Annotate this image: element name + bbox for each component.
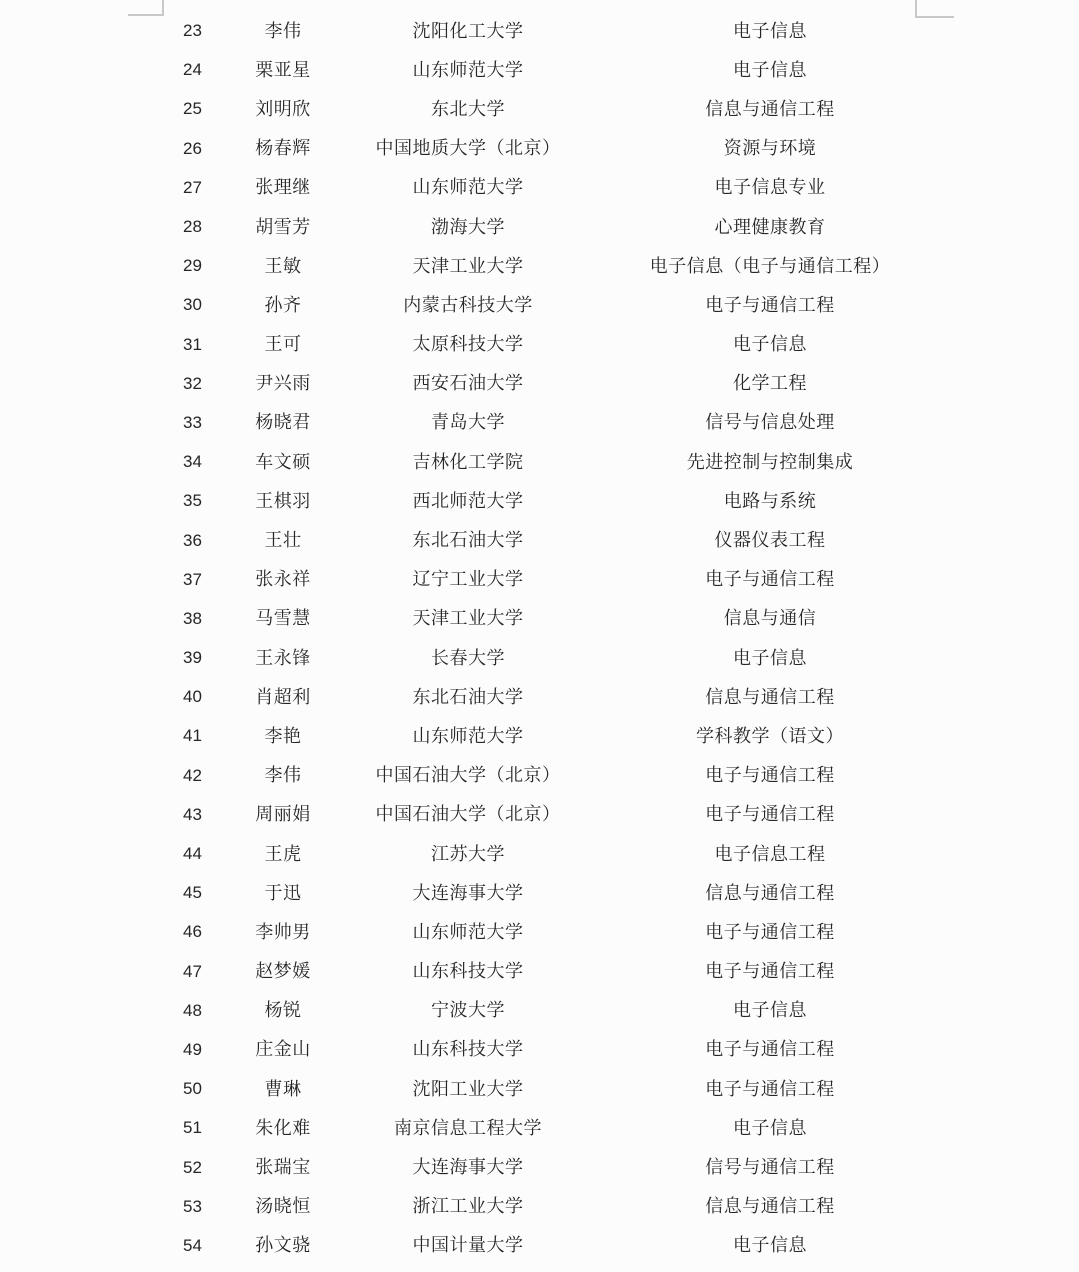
university-name-cell: 山东科技大学	[412, 961, 524, 982]
student-name-cell: 张永祥	[255, 569, 311, 590]
student-name-cell: 庄金山	[255, 1039, 311, 1060]
row-number-cell: 35	[183, 491, 202, 511]
university-name-cell: 山东科技大学	[412, 1039, 524, 1060]
table-row	[0, 129, 1079, 168]
major-name-cell: 信息与通信工程	[705, 686, 835, 707]
student-name-cell: 刘明欣	[255, 98, 311, 119]
table-row	[0, 834, 1079, 873]
table-row	[0, 952, 1079, 991]
table-row	[0, 1187, 1079, 1226]
university-name-cell: 江苏大学	[431, 843, 505, 864]
student-name-cell: 车文硕	[255, 451, 311, 472]
table-row	[0, 873, 1079, 912]
row-number-cell: 34	[183, 452, 202, 472]
student-name-cell: 汤晓恒	[255, 1196, 311, 1217]
university-name-cell: 山东师范大学	[412, 59, 524, 80]
row-number-cell: 29	[183, 256, 202, 276]
table-row	[0, 1030, 1079, 1069]
university-name-cell: 东北石油大学	[412, 530, 524, 551]
row-number-cell: 30	[183, 295, 202, 315]
university-name-cell: 天津工业大学	[412, 255, 524, 276]
university-name-cell: 沈阳工业大学	[412, 1078, 524, 1099]
university-name-cell: 青岛大学	[431, 412, 505, 433]
row-number-cell: 53	[183, 1196, 202, 1216]
row-number-cell: 51	[183, 1118, 202, 1138]
student-name-cell: 马雪慧	[255, 608, 311, 629]
student-name-cell: 张理继	[255, 177, 311, 198]
student-name-cell: 李伟	[264, 765, 302, 786]
row-number-cell: 40	[183, 687, 202, 707]
table-row	[0, 1226, 1079, 1265]
table-row	[0, 756, 1079, 795]
major-name-cell: 电子与通信工程	[705, 765, 835, 786]
major-name-cell: 电子信息	[733, 1000, 807, 1021]
university-name-cell: 西安石油大学	[412, 373, 524, 394]
major-name-cell: 电子与通信工程	[705, 961, 835, 982]
university-name-cell: 中国石油大学（北京）	[375, 804, 561, 825]
table-row	[0, 11, 1079, 50]
student-name-cell: 王棋羽	[255, 490, 311, 511]
university-name-cell: 渤海大学	[431, 216, 505, 237]
student-name-cell: 胡雪芳	[255, 216, 311, 237]
row-number-cell: 28	[183, 217, 202, 237]
row-number-cell: 50	[183, 1079, 202, 1099]
university-name-cell: 中国计量大学	[412, 1235, 524, 1256]
university-name-cell: 内蒙古科技大学	[403, 294, 533, 315]
student-roster-table	[0, 11, 1079, 1265]
major-name-cell: 学科教学（语文）	[696, 725, 844, 746]
major-name-cell: 信号与信息处理	[705, 412, 835, 433]
row-number-cell: 41	[183, 726, 202, 746]
major-name-cell: 信息与通信工程	[705, 882, 835, 903]
table-row	[0, 285, 1079, 324]
major-name-cell: 电子信息	[733, 59, 807, 80]
university-name-cell: 大连海事大学	[412, 1157, 524, 1178]
row-number-cell: 38	[183, 608, 202, 628]
student-name-cell: 杨春辉	[255, 138, 311, 159]
major-name-cell: 信息与通信	[723, 608, 817, 629]
student-name-cell: 曹琳	[264, 1078, 302, 1099]
table-row	[0, 795, 1079, 834]
row-number-cell: 32	[183, 373, 202, 393]
major-name-cell: 信息与通信工程	[705, 1196, 835, 1217]
table-row	[0, 912, 1079, 951]
major-name-cell: 电路与系统	[723, 490, 817, 511]
major-name-cell: 电子与通信工程	[705, 921, 835, 942]
major-name-cell: 电子信息	[733, 1117, 807, 1138]
university-name-cell: 吉林化工学院	[412, 451, 524, 472]
university-name-cell: 山东师范大学	[412, 725, 524, 746]
row-number-cell: 44	[183, 844, 202, 864]
major-name-cell: 电子与通信工程	[705, 294, 835, 315]
row-number-cell: 43	[183, 804, 202, 824]
university-name-cell: 南京信息工程大学	[394, 1117, 542, 1138]
major-name-cell: 电子信息	[733, 334, 807, 355]
student-name-cell: 朱化难	[255, 1117, 311, 1138]
row-number-cell: 39	[183, 648, 202, 668]
major-name-cell: 电子信息	[733, 20, 807, 41]
major-name-cell: 心理健康教育	[714, 216, 826, 237]
student-name-cell: 于迅	[264, 882, 302, 903]
table-row	[0, 246, 1079, 285]
row-number-cell: 37	[183, 569, 202, 589]
table-row	[0, 403, 1079, 442]
major-name-cell: 信息与通信工程	[705, 98, 835, 119]
table-row	[0, 520, 1079, 559]
student-name-cell: 周丽娟	[255, 804, 311, 825]
row-number-cell: 33	[183, 412, 202, 432]
row-number-cell: 47	[183, 961, 202, 981]
table-row	[0, 1069, 1079, 1108]
student-name-cell: 孙齐	[264, 294, 302, 315]
row-number-cell: 48	[183, 1000, 202, 1020]
row-number-cell: 27	[183, 177, 202, 197]
major-name-cell: 电子与通信工程	[705, 1039, 835, 1060]
student-name-cell: 张瑞宝	[255, 1157, 311, 1178]
student-name-cell: 孙文骁	[255, 1235, 311, 1256]
table-row	[0, 325, 1079, 364]
row-number-cell: 24	[183, 60, 202, 80]
major-name-cell: 化学工程	[733, 373, 807, 394]
major-name-cell: 电子信息	[733, 1235, 807, 1256]
university-name-cell: 大连海事大学	[412, 882, 524, 903]
table-row	[0, 442, 1079, 481]
university-name-cell: 西北师范大学	[412, 490, 524, 511]
table-row	[0, 599, 1079, 638]
table-row	[0, 168, 1079, 207]
university-name-cell: 沈阳化工大学	[412, 20, 524, 41]
student-name-cell: 王壮	[264, 530, 302, 551]
table-row	[0, 677, 1079, 716]
table-row	[0, 481, 1079, 520]
university-name-cell: 天津工业大学	[412, 608, 524, 629]
university-name-cell: 东北大学	[431, 98, 505, 119]
row-number-cell: 54	[183, 1235, 202, 1255]
major-name-cell: 电子信息工程	[714, 843, 826, 864]
table-row	[0, 50, 1079, 89]
student-name-cell: 王永锋	[255, 647, 311, 668]
student-name-cell: 杨晓君	[255, 412, 311, 433]
table-row	[0, 89, 1079, 128]
table-row	[0, 560, 1079, 599]
table-row	[0, 207, 1079, 246]
table-row	[0, 991, 1079, 1030]
major-name-cell: 电子与通信工程	[705, 804, 835, 825]
row-number-cell: 46	[183, 922, 202, 942]
university-name-cell: 浙江工业大学	[412, 1196, 524, 1217]
major-name-cell: 电子与通信工程	[705, 569, 835, 590]
major-name-cell: 电子信息	[733, 647, 807, 668]
university-name-cell: 山东师范大学	[412, 177, 524, 198]
row-number-cell: 23	[183, 21, 202, 41]
student-name-cell: 王可	[264, 334, 302, 355]
student-name-cell: 李帅男	[255, 921, 311, 942]
row-number-cell: 25	[183, 99, 202, 119]
student-name-cell: 李伟	[264, 20, 302, 41]
major-name-cell: 信号与通信工程	[705, 1157, 835, 1178]
row-number-cell: 36	[183, 530, 202, 550]
university-name-cell: 太原科技大学	[412, 334, 524, 355]
student-name-cell: 肖超利	[255, 686, 311, 707]
university-name-cell: 中国石油大学（北京）	[375, 765, 561, 786]
table-row	[0, 1147, 1079, 1186]
major-name-cell: 先进控制与控制集成	[686, 451, 854, 472]
student-name-cell: 赵梦媛	[255, 961, 311, 982]
major-name-cell: 电子信息（电子与通信工程）	[649, 255, 891, 276]
university-name-cell: 宁波大学	[431, 1000, 505, 1021]
row-number-cell: 42	[183, 765, 202, 785]
university-name-cell: 山东师范大学	[412, 921, 524, 942]
table-row	[0, 638, 1079, 677]
table-row	[0, 1108, 1079, 1147]
university-name-cell: 长春大学	[431, 647, 505, 668]
student-name-cell: 王敏	[264, 255, 302, 276]
student-name-cell: 尹兴雨	[255, 373, 311, 394]
row-number-cell: 45	[183, 883, 202, 903]
major-name-cell: 仪器仪表工程	[714, 530, 826, 551]
student-name-cell: 王虎	[264, 843, 302, 864]
university-name-cell: 东北石油大学	[412, 686, 524, 707]
row-number-cell: 26	[183, 138, 202, 158]
major-name-cell: 电子与通信工程	[705, 1078, 835, 1099]
student-name-cell: 李艳	[264, 725, 302, 746]
student-name-cell: 栗亚星	[255, 59, 311, 80]
major-name-cell: 电子信息专业	[714, 177, 826, 198]
table-row	[0, 716, 1079, 755]
university-name-cell: 中国地质大学（北京）	[375, 138, 561, 159]
row-number-cell: 49	[183, 1039, 202, 1059]
row-number-cell: 31	[183, 334, 202, 354]
table-row	[0, 364, 1079, 403]
student-name-cell: 杨锐	[264, 1000, 302, 1021]
major-name-cell: 资源与环境	[723, 138, 817, 159]
row-number-cell: 52	[183, 1157, 202, 1177]
university-name-cell: 辽宁工业大学	[412, 569, 524, 590]
